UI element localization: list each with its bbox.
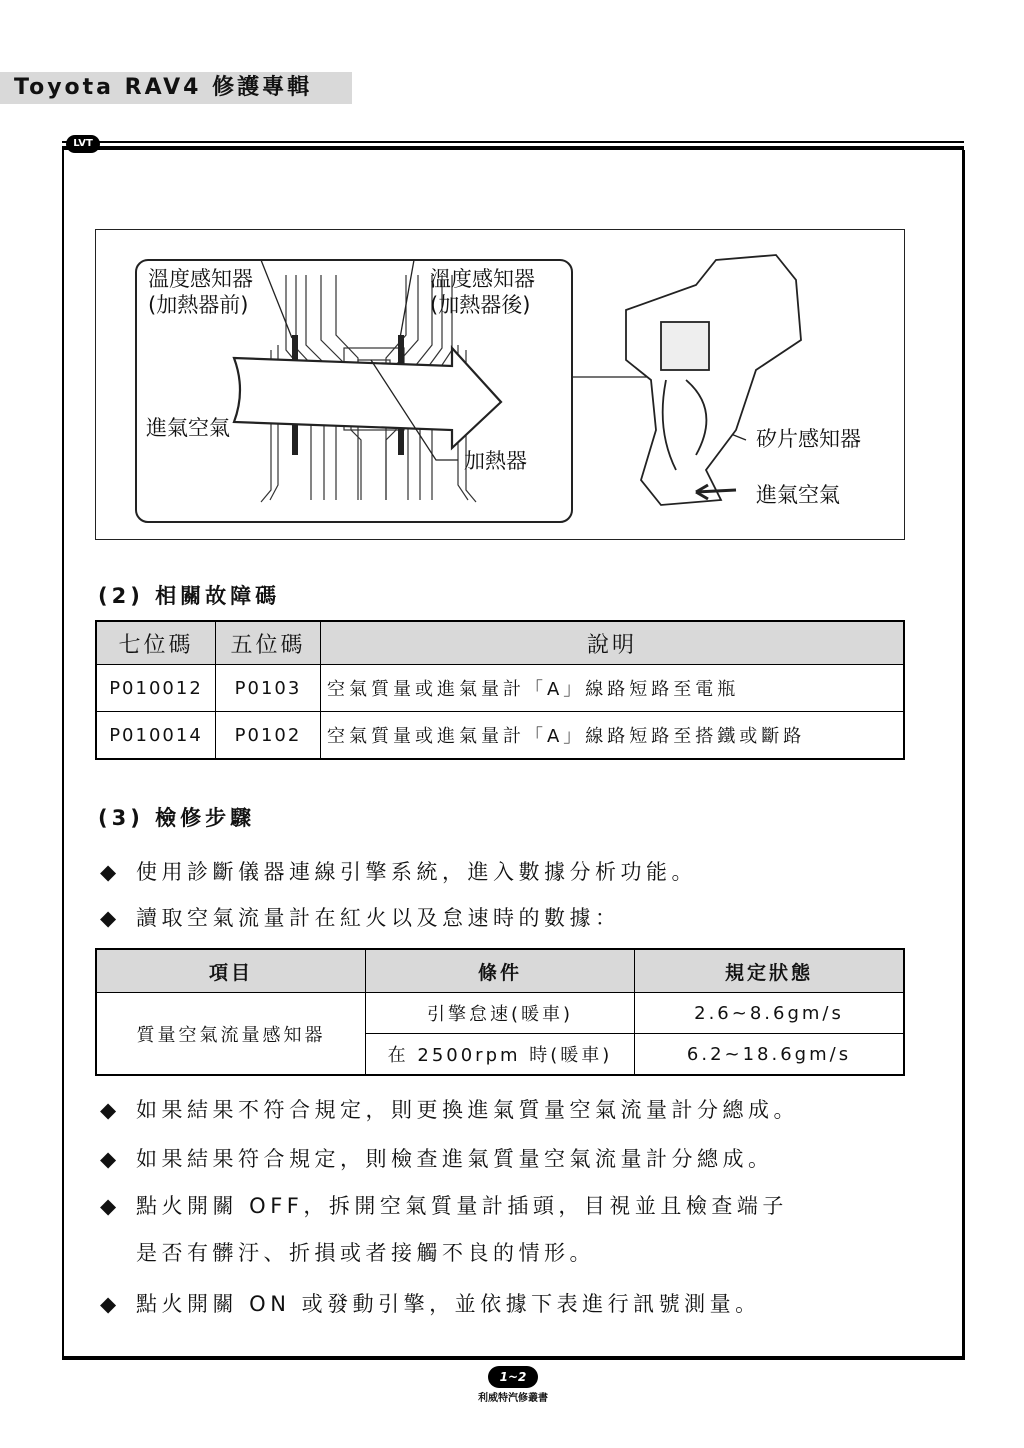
col-condition: 條件 [366,949,635,993]
diamond-bullet-icon: ◆ [100,860,117,884]
label-temp-sensor-front: 溫度感知器 [148,267,253,291]
publisher-name: 利威特汽修叢書 [478,1393,548,1404]
table-row [96,993,904,1034]
spec-condition: 引擎怠速(暖車) [366,993,635,1034]
spec-value: 6.2~18.6gm/s [635,1034,905,1076]
label-temp-sensor-front-sub: (加熱器前) [148,293,249,317]
col-description: 說明 [321,621,905,665]
header-title: Toyota RAV4 修護專輯 [14,75,313,100]
five-digit-code: P0103 [216,665,321,712]
sensor-diagram [96,230,904,539]
sensor-diagram-figure [95,229,905,540]
page-number-badge: 1~2 [488,1366,538,1388]
spec-condition: 在 2500rpm 時(暖車) [366,1034,635,1076]
diamond-bullet-icon: ◆ [100,1098,117,1122]
spec-item: 質量空氣流量感知器 [96,993,366,1076]
lvt-logo: LVT [66,135,100,153]
diamond-bullet-icon: ◆ [100,1292,117,1316]
five-digit-code: P0102 [216,712,321,760]
label-temp-sensor-rear: 溫度感知器 [430,267,535,291]
code-description: 空氣質量或進氣量計「A」線路短路至電瓶 [321,665,905,712]
col-five-digit: 五位碼 [216,621,321,665]
seven-digit-code: P010014 [96,712,216,760]
col-spec: 規定狀態 [635,949,905,993]
seven-digit-code: P010012 [96,665,216,712]
list-item: ◆ 使用診斷儀器連線引擎系統，進入數據分析功能。 [100,860,697,884]
list-item: ◆ 點火開關 OFF，拆開空氣質量計插頭，目視並且檢查端子 [100,1194,788,1218]
fault-code-header-row [96,621,904,665]
frame-top-line [62,141,964,143]
col-item: 項目 [96,949,366,993]
table-row [96,712,904,760]
list-item: ◆ 如果結果不符合規定，則更換進氣質量空氣流量計分總成。 [100,1098,799,1122]
list-item-continuation: 是否有髒汙、折損或者接觸不良的情形。 [136,1241,595,1265]
section2-title: (2) 相關故障碼 [98,584,281,608]
table-row [96,665,904,712]
section3-title: (3) 檢修步驟 [98,806,256,830]
label-silicon-sensor: 矽片感知器 [756,427,861,451]
frame-shadow [962,150,965,1360]
spec-header-row [96,949,904,993]
code-description: 空氣質量或進氣量計「A」線路短路至搭鐵或斷路 [321,712,905,760]
label-heater: 加熱器 [464,449,527,473]
list-item: ◆ 讀取空氣流量計在紅火以及怠速時的數據： [100,906,621,930]
list-item: ◆ 如果結果符合規定，則檢查進氣質量空氣流量計分總成。 [100,1147,774,1171]
airflow-meter-body [626,255,801,505]
frame-bottom-line [62,1356,965,1359]
label-temp-sensor-rear-sub: (加熱器後) [430,293,531,317]
spec-value: 2.6~8.6gm/s [635,993,905,1034]
diamond-bullet-icon: ◆ [100,906,117,930]
spec-table [95,948,905,1076]
label-intake-air-right: 進氣空氣 [756,483,840,507]
list-item: ◆ 點火開關 ON 或發動引擎，並依據下表進行訊號測量。 [100,1292,761,1316]
col-seven-digit: 七位碼 [96,621,216,665]
label-intake-air-left: 進氣空氣 [146,416,230,440]
fault-code-table [95,620,905,760]
diamond-bullet-icon: ◆ [100,1194,117,1218]
diamond-bullet-icon: ◆ [100,1147,117,1171]
